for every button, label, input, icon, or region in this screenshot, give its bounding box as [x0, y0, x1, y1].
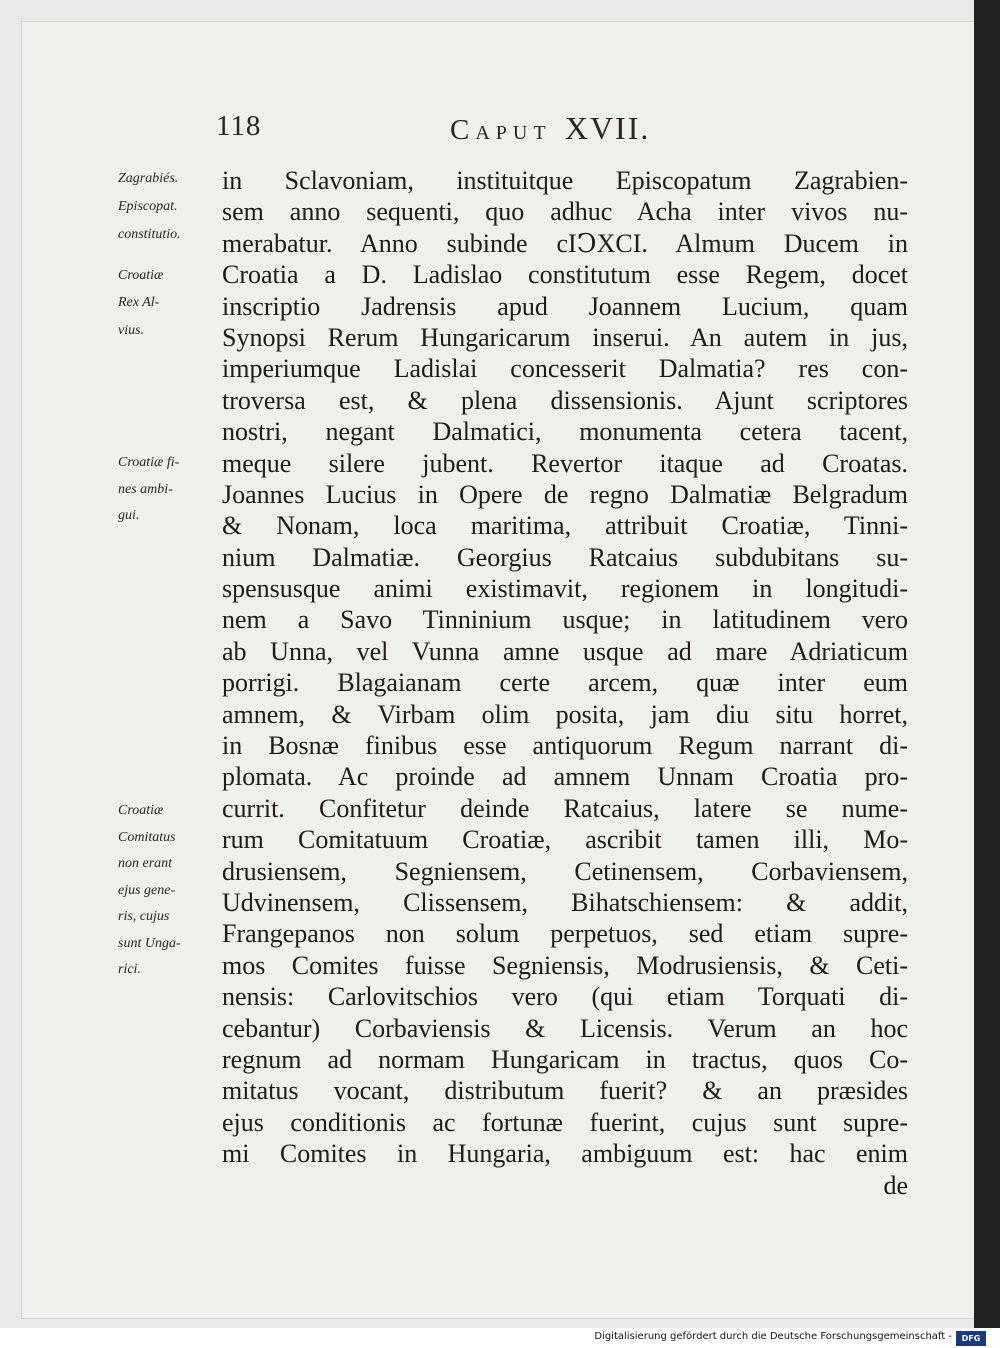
- text-line: nensis: Carlovitschios vero (qui etiam Torquati di-: [222, 982, 908, 1012]
- text-line: currit. Confitetur deinde Ratcaius, latere se nume-: [222, 793, 908, 823]
- text-line: nem a Savo Tinninium usque; in latitudinem vero: [222, 605, 908, 635]
- running-head-numeral: XVII.: [564, 110, 651, 146]
- text-line: meque silere jubent. Revertor itaque ad Croatas.: [222, 448, 908, 478]
- margin-note: non erant: [118, 856, 173, 871]
- text-line: in Bosnæ finibus esse antiquorum Regum narrant di-: [222, 731, 908, 761]
- text-line: Croatia a D. Ladislao constitutum esse Regem, docet: [222, 260, 908, 290]
- margin-note: Zagrabiés.: [118, 171, 179, 186]
- body-text: [222, 165, 908, 1201]
- text-line: merabatur. Anno subinde cIↃXCI. Almum Ducem in: [222, 228, 908, 258]
- margin-note: Croatiæ fi-: [118, 455, 180, 470]
- margin-note: nes ambi-: [118, 482, 173, 497]
- dfg-logo: DFG: [956, 1331, 986, 1346]
- text-line: Frangepanos non solum perpetuos, sed etiam supre-: [222, 919, 908, 949]
- margin-note: Croatiæ: [118, 268, 164, 283]
- text-line: mitatus vocant, distributum fuerit? & an præsides: [222, 1076, 908, 1106]
- text-line: Udvinensem, Clissensem, Bihatschiensem: & addit,: [222, 887, 908, 917]
- margin-note: constitutio.: [118, 227, 181, 242]
- text-line: ab Unna, vel Vunna amne usque ad mare Adriaticum: [222, 636, 908, 666]
- text-line: troversa est, & plena dissensionis. Ajunt scriptores: [222, 385, 908, 415]
- catchword: de: [883, 1170, 908, 1200]
- text-line: nostri, negant Dalmatici, monumenta cetera tacent,: [222, 417, 908, 447]
- digitization-footer: [0, 1328, 1000, 1348]
- text-line: nium Dalmatiæ. Georgius Ratcaius subdubitans su-: [222, 542, 908, 572]
- text-line: Synopsi Rerum Hungaricarum inserui. An autem in jus,: [222, 322, 908, 352]
- text-line: ejus conditionis ac fortunæ fuerint, cujus sunt supre-: [222, 1107, 908, 1137]
- running-head: [450, 110, 650, 147]
- margin-note: sunt Unga-: [118, 936, 181, 951]
- text-line: mi Comites in Hungaria, ambiguum est: hac enim: [222, 1139, 908, 1169]
- margin-note: Comitatus: [118, 830, 176, 845]
- margin-note: Rex Al-: [118, 295, 160, 310]
- text-line: drusiensem, Segniensem, Cetinensem, Corbaviensem,: [222, 856, 908, 886]
- margin-note: ris, cujus: [118, 909, 170, 924]
- page-header: [0, 110, 1000, 150]
- text-line: inscriptio Jadrensis apud Joannem Lucium, quam: [222, 291, 908, 321]
- margin-note: vius.: [118, 323, 145, 338]
- text-line: spensusque animi existimavit, regionem in longitudi-: [222, 574, 908, 604]
- text-line: rum Comitatuum Croatiæ, ascribit tamen illi, Mo-: [222, 825, 908, 855]
- text-line: porrigi. Blagaianam certe arcem, quæ inter eum: [222, 668, 908, 698]
- margin-note: ejus gene-: [118, 883, 176, 898]
- running-head-prefix: Caput: [450, 114, 552, 146]
- text-line: in Sclavoniam, instituitque Episcopatum Zagrabien-: [222, 166, 908, 195]
- margin-note: gui.: [118, 508, 140, 523]
- text-line: & Nonam, loca maritima, attribuit Croatiæ, Tinni-: [222, 511, 908, 541]
- text-line: plomata. Ac proinde ad amnem Unnam Croatia pro-: [222, 762, 908, 792]
- text-line: cebantur) Corbaviensis & Licensis. Verum an hoc: [222, 1013, 908, 1043]
- funding-notice: Digitalisierung gefördert durch die Deutsche Forschungsgemeinschaft -: [594, 1331, 952, 1342]
- text-line: Joannes Lucius in Opere de regno Dalmatiæ Belgradum: [222, 479, 908, 509]
- text-line: regnum ad normam Hungaricam in tractus, quos Co-: [222, 1044, 908, 1074]
- text-line: sem anno sequenti, quo adhuc Acha inter vivos nu-: [222, 197, 908, 227]
- margin-note: rici.: [118, 962, 141, 977]
- text-line: amnem, & Virbam olim posita, jam diu situ horret,: [222, 699, 908, 729]
- text-line: imperiumque Ladislai concesserit Dalmatia? res con-: [222, 354, 908, 384]
- text-line: mos Comites fuisse Segniensis, Modrusiensis, & Ceti-: [222, 950, 908, 980]
- page-number: 118: [216, 110, 262, 142]
- margin-note: Croatiæ: [118, 803, 164, 818]
- margin-note: Episcopat.: [118, 199, 178, 214]
- page-edge-shadow: [974, 0, 1000, 1328]
